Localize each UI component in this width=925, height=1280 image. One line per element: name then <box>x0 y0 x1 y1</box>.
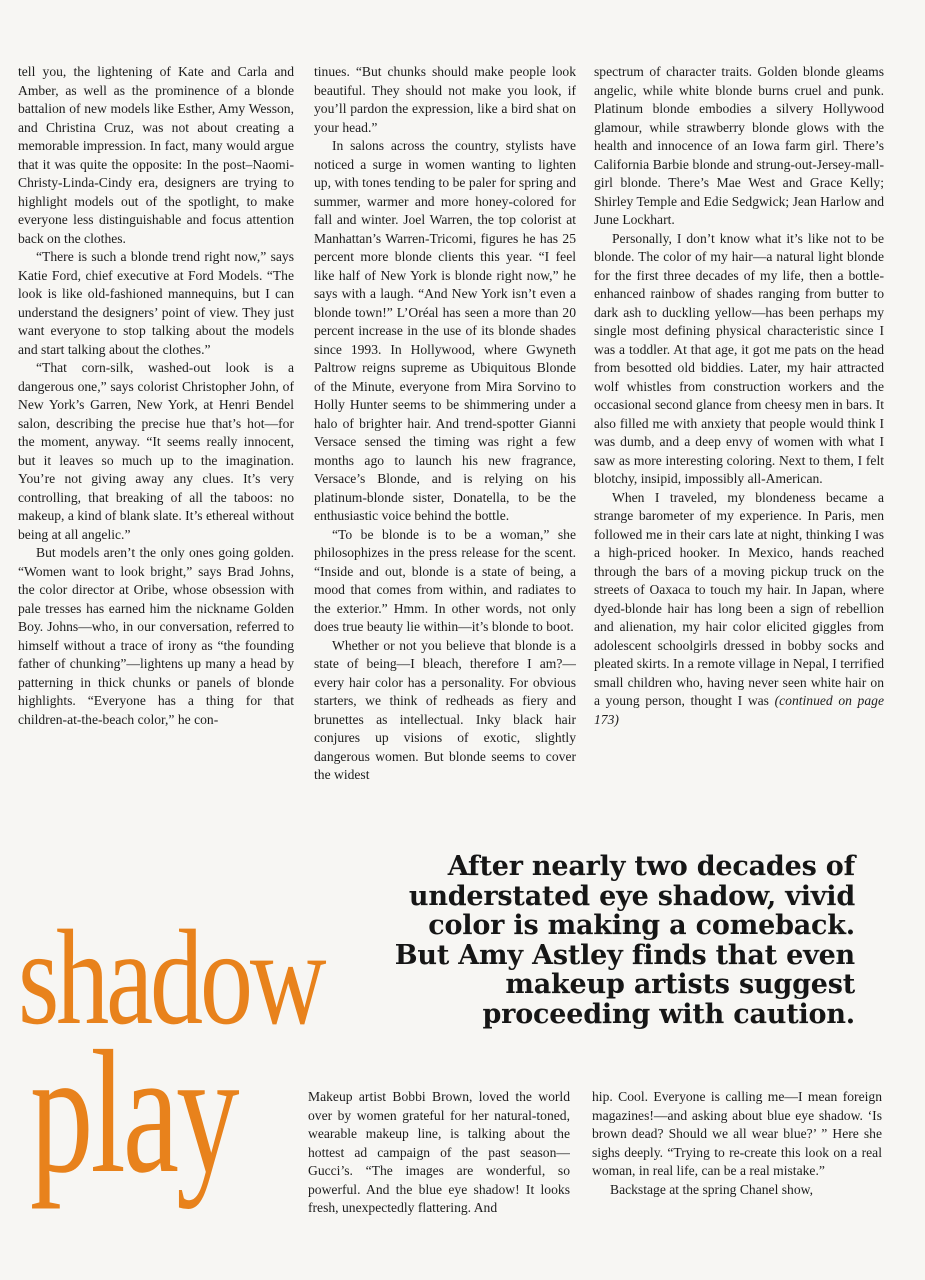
paragraph <box>594 489 884 730</box>
article-column-3 <box>594 63 884 799</box>
paragraph: hip. Cool. Everyone is calling me—I mean foreign magazines!—and asking about blue eye shadow. ‘Is brown dead? Should we all wear blue?’ ” Here she sighs deeply. “Trying to re-create this look on a real woman, in real life, can be a real mistake.” <box>592 1089 882 1178</box>
paragraph: “There is such a blonde trend right now,” says Katie Ford, chief executive at Ford Models. “The look is like old-fashioned mannequins, but I can understand the designers’ point of view. They just want everyone to stop talking about the models and start talking about the clothes.” <box>18 249 294 357</box>
paragraph: “To be blonde is to be a woman,” she philosophizes in the press release for the scent. “Inside and out, blonde is a state of being, a mood that comes from within, and radiates to the exterior.” Hmm. In other words, not only does true beauty lie within—it’s blonde to boot. <box>314 526 576 634</box>
paragraph: tinues. “But chunks should make people look beautiful. They should not make you look, if you’ll pardon the expression, like a bird shat on your head.” <box>314 64 576 135</box>
paragraph: In salons across the country, stylists have noticed a surge in women wanting to lighten up, with tones tending to be paler for spring and summer, warmer and more honey-colored for fall and winter. Joel Warren, the top colorist at Manhattan’s Warren-Tricomi, figures he has 25 percent more blonde clients this year. “I feel like half of New York is blonde right now,” he says with a laugh. “And New York isn’t even a blonde town!” L’Oréal has seen a more than 20 percent increase in the use of its blonde shades since 1993. In Hollywood, where Gwyneth Paltrow reigns supreme as Ubiquitous Blonde of the Minute, everyone from Mira Sorvino to Holly Hunter seems to be shimmering under a halo of brighter hair. And trend-spotter Gianni Versace sensed the timing was right a few months ago to launch his new fragrance, Versace’s Blonde, and is relying on his platinum-blonde sister, Donatella, to be the enthusiastic voice behind the bottle. <box>314 138 576 523</box>
feature-column-1 <box>308 1088 570 1268</box>
deck-text: After nearly two decades of understated eye shadow, vivid color is making a comeback. But <box>394 851 855 971</box>
paragraph: “That corn-silk, washed-out look is a dangerous one,” says colorist Christopher John, of New York’s Garren, New York, at Henri Bendel salon, describing the precise hue that’s hot—for the moment, anyway. “It seems really innocent, but it leaves so much up to the imagination. You’re not giving away any clues. It’s very controlling, that breaking of all the taboos: no makeup, a kind of blank slate. It’s ethereal without being at all angelic.” <box>18 360 294 542</box>
feature-title-line-1: shadow <box>18 903 324 1053</box>
paragraph: But models aren’t the only ones going golden. “Women want to look bright,” says Brad Johns, the color director at Oribe, whose obsession with pale tresses has earned him the nickname Golden Boy. Johns—who, in our conversation, referred to himself without a trace of irony as “the founding father of chunking”—lightens up many a head by patterning in thick chunks or panels of blonde highlights. “Everyone has a thing for that children-at-the-beach color,” he con- <box>18 545 294 727</box>
feature-deck <box>385 852 855 1029</box>
paragraph: spectrum of character traits. Golden blonde gleams angelic, while white blonde burns cruel and punk. Platinum blonde embodies a silvery Hollywood glamour, while strawberry blonde glows with the health and innocence of an Iowa farm girl. There’s California Barbie blonde and strung-out-Jersey-mall-girl blonde. There’s Mae West and Grace Kelly; Shirley Temple and Edie Sedgwick; Jean Harlow and June Lockhart. <box>594 64 884 227</box>
article-column-1 <box>18 63 294 799</box>
paragraph: Makeup artist Bobbi Brown, loved the world over by women grateful for her natural-toned, wearable makeup line, is talking about the hottest ad campaign of the past season—Gucci’s. “The images are wonderful, so powerful. And the blue eye shadow! It looks fresh, unexpectedly flattering. And <box>308 1089 570 1215</box>
paragraph: Whether or not you believe that blonde is a state of being—I bleach, therefore I am?—every hair color has a personality. For obvious starters, we think of redheads as fiery and brunettes as intellectual. Inky black hair conjures up visions of exotic, slightly dangerous women. But blonde seems to cover the widest <box>314 637 576 782</box>
continued-note: (continued on page 173) <box>594 693 884 727</box>
deck-author: Amy Astley <box>458 939 623 971</box>
paragraph-text: When I traveled, my blondeness became a strange barometer of my experience. In Paris, men followed me in their cars late at night, thinking I was a high-priced hooker. In Mexico, hands reached through the bars of a moving pickup truck on the streets of Oaxaca to touch my hair. In Japan, where dyed-blonde hair has long been a sign of rebellion and alienation, my hair color elicited giggles from adolescent schoolgirls dressed in bobby socks and pleated skirts. In a remote village in Nepal, I terrified small children who, having never seen white hair on a young person, thought I was <box>594 489 884 708</box>
paragraph: tell you, the lightening of Kate and Carla and Amber, as well as the prominence of a blonde battalion of new models like Esther, Amy Wesson, and Christina Cruz, was not about creating a memorable impression. In fact, many would argue that it was quite the opposite: In the post–Naomi-Christy-Linda-Cindy era, designers are trying to highlight models out of the spotlight, to make everyone less distinguishable and focus attention back on the clothes. <box>18 64 294 246</box>
feature-column-2 <box>592 1088 882 1268</box>
feature-title-line-2: play <box>30 1015 237 1210</box>
article-column-2 <box>314 63 576 799</box>
deck-text-end: finds that even makeup artists suggest proceeding with caution. <box>482 939 855 1030</box>
paragraph: Personally, I don’t know what it’s like not to be blonde. The color of my hair—a natural light blonde for the first three decades of my life, then a bottle-enhanced rainbow of shades ranging from butter to dark ash to duckling yellow—has been perhaps my single most defining physical characteristic since I was a toddler. At that age, it got me pats on the head from besotted old biddies. Later, my hair attracted wolf whistles from construction workers and the occasional second glance from cheesy men in bars. It also filled me with anxiety that people would think I was dumb, and a deep envy of women with what I saw as more interesting coloring. Next to them, I felt blotchy, insipid, impossibly all-American. <box>594 230 884 486</box>
paragraph: Backstage at the spring Chanel show, <box>610 1181 813 1197</box>
